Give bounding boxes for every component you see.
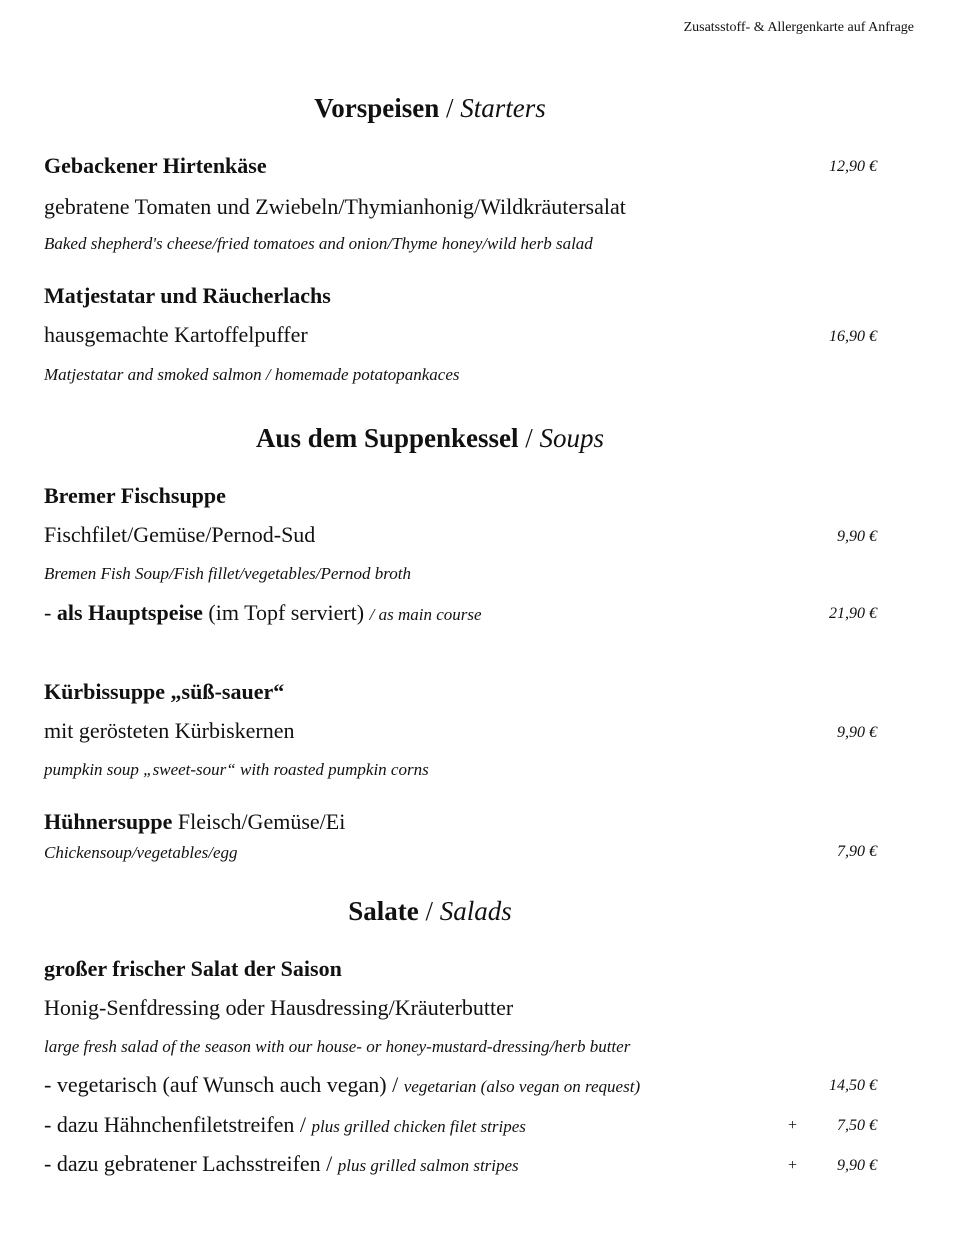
- dish-price: 9,90 €: [837, 528, 877, 545]
- section-title-soups: [0, 423, 860, 454]
- allergen-note: Zusatsstoff- & Allergenkarte auf Anfrage: [683, 20, 914, 35]
- section-title-en: Starters: [460, 93, 546, 123]
- dish-description: Honig-Senfdressing oder Hausdressing/Kräuterbutter: [44, 995, 514, 1020]
- option-translation: plus grilled chicken filet stripes: [311, 1117, 526, 1136]
- section-title-sep: /: [518, 423, 540, 453]
- section-title-sep: /: [439, 93, 461, 123]
- dish-price: 16,90 €: [829, 328, 877, 345]
- dish-translation: large fresh salad of the season with our house- or honey-mustard-dressing/herb butter: [44, 1037, 631, 1056]
- plus-sign: +: [788, 1157, 798, 1174]
- option-price: 7,50 €: [837, 1117, 877, 1134]
- dish-name: Hühnersuppe: [44, 809, 173, 834]
- dish-name: Bremer Fischsuppe: [44, 483, 226, 508]
- dish-price: 7,90 €: [837, 843, 877, 860]
- dish-name: Gebackener Hirtenkäse: [44, 153, 267, 178]
- dish-translation: Chickensoup/vegetables/egg: [44, 843, 238, 862]
- section-title-en: Soups: [539, 423, 605, 453]
- dish-description: hausgemachte Kartoffelpuffer: [44, 322, 308, 347]
- dish-translation: pumpkin soup „sweet-sour“ with roasted pumpkin corns: [44, 760, 429, 779]
- option-translation: plus grilled salmon stripes: [337, 1156, 519, 1175]
- main-course-label: als Hauptspeise: [56, 600, 203, 625]
- dish-translation: Bremen Fish Soup/Fish fillet/vegetables/Pernod broth: [44, 564, 412, 583]
- dish-price: 12,90 €: [829, 158, 877, 175]
- section-title-sep: /: [418, 896, 440, 926]
- section-title-en: Salads: [439, 896, 512, 926]
- main-course-option: [44, 600, 482, 626]
- dish-price: 9,90 €: [837, 724, 877, 741]
- option-price: 9,90 €: [837, 1157, 877, 1174]
- option-translation: vegetarian (also vegan on request): [403, 1077, 641, 1096]
- section-title-salads: [0, 896, 860, 927]
- section-title-de: Vorspeisen: [314, 93, 440, 123]
- option-label: - dazu Hähnchenfiletstreifen /: [44, 1112, 312, 1137]
- dish-name: Matjestatar und Räucherlachs: [44, 283, 331, 308]
- dish-line: [44, 809, 345, 835]
- salad-option-vegetarian: [44, 1072, 640, 1098]
- option-price: 14,50 €: [829, 1077, 877, 1094]
- salad-option-salmon: [44, 1151, 519, 1177]
- salad-option-chicken: [44, 1112, 526, 1138]
- dish-description: mit gerösteten Kürbiskernen: [44, 718, 295, 743]
- dish-name: großer frischer Salat der Saison: [44, 956, 342, 981]
- plus-sign: +: [788, 1117, 798, 1134]
- dish-translation: Baked shepherd's cheese/fried tomatoes and onion/Thyme honey/wild herb salad: [44, 234, 593, 253]
- option-label: - dazu gebratener Lachsstreifen /: [44, 1151, 338, 1176]
- main-course-prefix: -: [44, 600, 57, 625]
- dish-name: Kürbissuppe „süß-sauer“: [44, 679, 285, 704]
- dish-description: Fleisch/Gemüse/Ei: [172, 809, 346, 834]
- main-course-note: (im Topf serviert): [202, 600, 370, 625]
- section-title-de: Aus dem Suppenkessel: [255, 423, 519, 453]
- section-title-starters: [0, 93, 860, 124]
- dish-description: Fischfilet/Gemüse/Pernod-Sud: [44, 522, 316, 547]
- dish-description: gebratene Tomaten und Zwiebeln/Thymianhonig/Wildkräutersalat: [44, 194, 626, 219]
- section-title-de: Salate: [348, 896, 419, 926]
- main-course-translation: / as main course: [369, 605, 482, 624]
- main-course-price: 21,90 €: [829, 605, 877, 622]
- dish-translation: Matjestatar and smoked salmon / homemade potatopankaces: [44, 365, 460, 384]
- option-label: - vegetarisch (auf Wunsch auch vegan) /: [44, 1072, 404, 1097]
